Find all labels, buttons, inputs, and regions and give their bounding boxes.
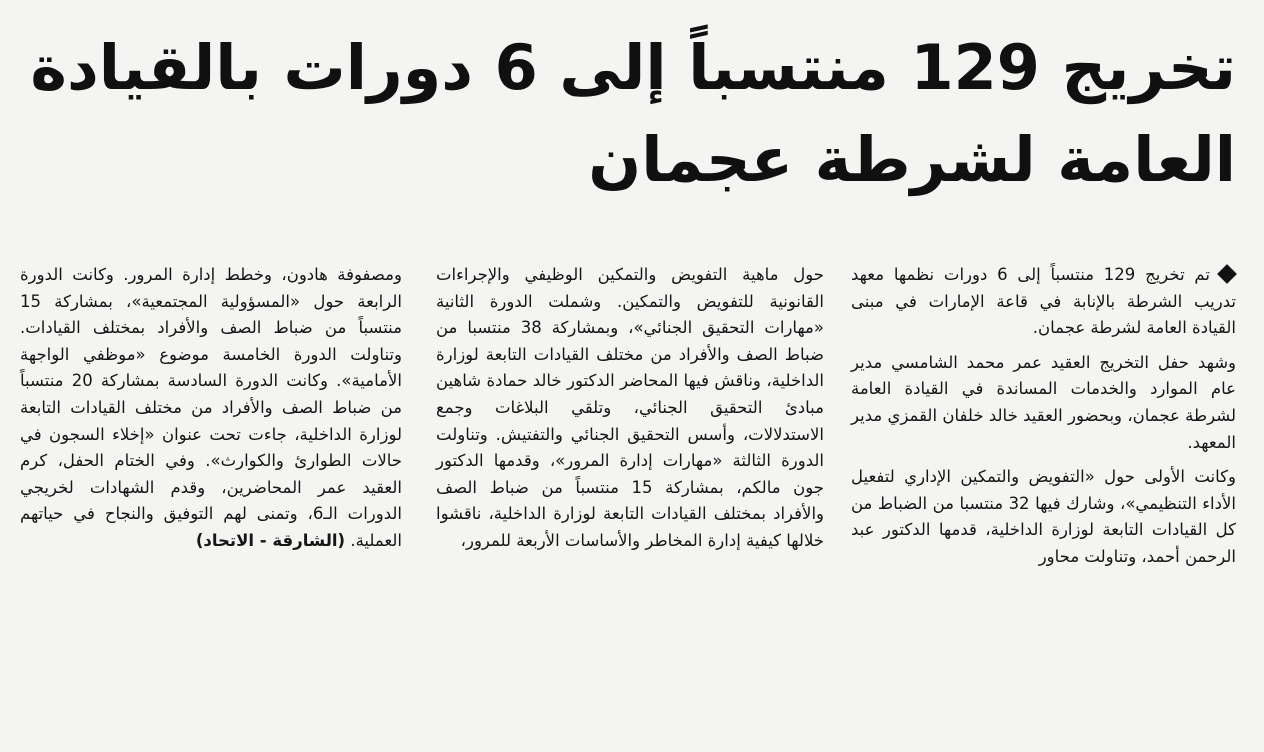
- paragraph: حول ماهية التفويض والتمكين الوظيفي والإجراءات القانونية للتفويض والتمكين. وشملت الدورة الثانية «مهارات التحقيق الجنائي»، وبمشاركة 38 منتسبا من ضباط الصف والأفراد من مختلف القيادات التابعة لوزارة الداخلية، وناقش فيها المحاضر الدكتور خالد حمادة شاهين مبادئ التحقيق الجنائي، وتلقي البلاغات وجمع الاستدلالات، وأسس التحقيق الجنائي والتفتيش. وتناولت الدورة الثالثة «مهارات إدارة المرور»، وقدمها الدكتور جون مالكم، بمشاركة 15 منتسباً من ضباط الصف والأفراد بمختلف القيادات التابعة لوزارة الداخلية، ناقشوا خلالها كيفية إدارة المخاطر والأساسات الأربعة للمرور،: [436, 265, 824, 550]
- headline-line-2: العامة لشرطة عجمان: [588, 123, 1236, 196]
- lead-paragraph-text: تم تخريج 129 منتسباً إلى 6 دورات نظمها معهد تدريب الشرطة بالإنابة في قاعة الإمارات في مبنى القيادة العامة لشرطة عجمان.: [851, 265, 1236, 338]
- diamond-bullet-icon: [1217, 264, 1237, 284]
- column-middle: [436, 262, 824, 563]
- headline-line-1: تخريج 129 منتسباً إلى 6 دورات بالقيادة: [30, 31, 1236, 104]
- paragraph: وشهد حفل التخريج العقيد عمر محمد الشامسي مدير عام الموارد والخدمات المساندة في القيادة العامة لشرطة عجمان، وبحضور العقيد خالد خلفان القمزي مدير المعهد.: [851, 352, 1236, 452]
- column-left: [20, 262, 402, 563]
- article-headline: [30, 22, 1236, 206]
- source-credit: (الشارقة - الاتحاد): [195, 530, 346, 550]
- paragraph-text: ومصفوفة هادون، وخطط إدارة المرور. وكانت الدورة الرابعة حول «المسؤولية المجتمعية»، بمشاركة 15 منتسباً من ضباط الصف والأفراد بمختلف القيادات. وتناولت الدورة الخامسة موضوع «موظفي الواجهة الأمامية». وكانت الدورة السادسة بمشاركة 20 منتسباً من ضباط الصف والأفراد من مختلف القيادات التابعة لوزارة الداخلية، جاءت تحت عنوان «إخلاء السجون في حالات الطوارئ والكوارث». وفي الختام الحفل، كرم العقيد عمر المحاضرين، وقدم الشهادات لخريجي الدورات الـ6، وتمنى لهم التوفيق والنجاح في حياتهم العملية.: [20, 265, 402, 550]
- paragraph: وكانت الأولى حول «التفويض والتمكين الإداري لتفعيل الأداء التنظيمي»، وشارك فيها 32 منتسبا من الضباط من كل القيادات التابعة لوزارة الداخلية، قدمها الدكتور عبد الرحمن أحمد، وتناولت محاور: [851, 467, 1236, 566]
- paragraph: [20, 262, 402, 555]
- article-body: [20, 262, 1244, 732]
- paragraph: [851, 262, 1236, 342]
- column-right: [851, 262, 1236, 579]
